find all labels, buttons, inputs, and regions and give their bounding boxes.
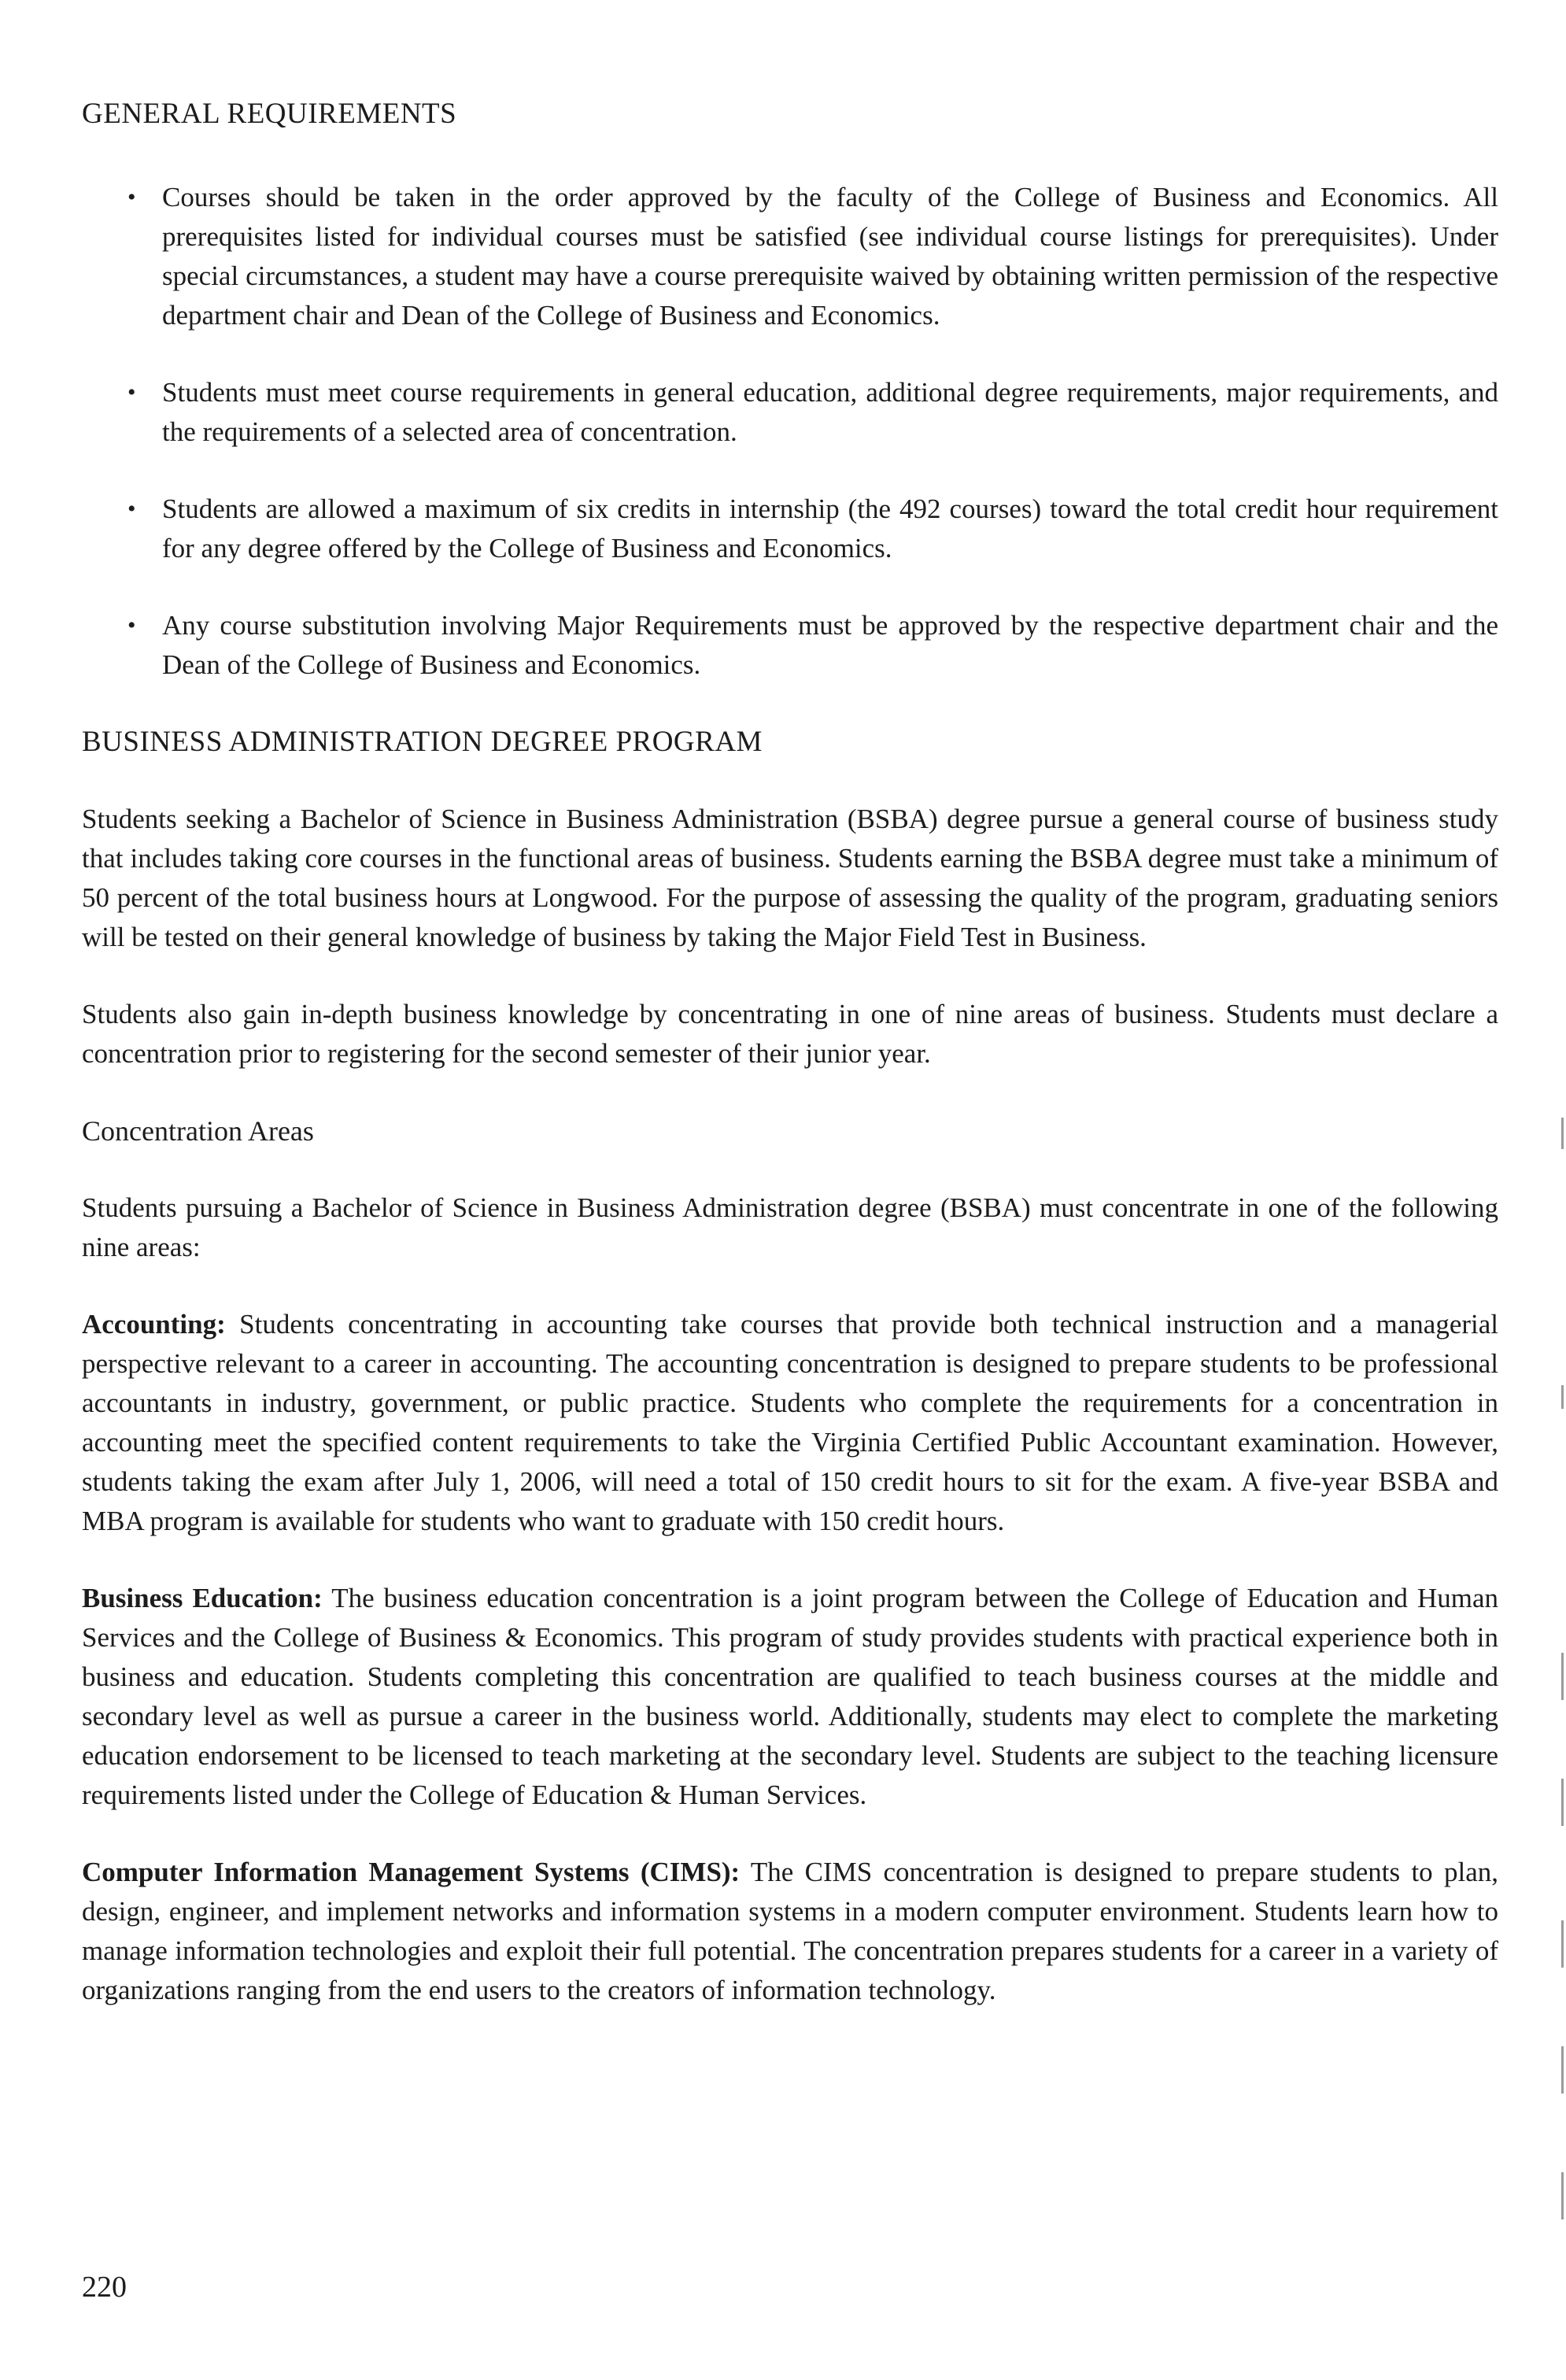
list-item: [82, 606, 1498, 685]
scan-edge-mark: [1561, 1653, 1564, 1700]
general-requirements-heading: GENERAL REQUIREMENTS: [82, 98, 457, 130]
list-item-text: Any course substitution involving Major Requirements must be approved by the respective department chair and the Dean of the College of Business and Economics.: [162, 610, 1498, 680]
list-item: [82, 490, 1498, 568]
cims-label: Computer Information Management Systems (CIMS):: [82, 1857, 741, 1887]
scan-edge-mark: [1561, 1920, 1564, 1968]
business-education-paragraph: [82, 1579, 1498, 1815]
cims-paragraph: [82, 1853, 1498, 2010]
business-education-text: The business education concentration is a joint program between the College of Education and Human Services and the College of Business & Economics. This program of study provides students with practical experience both in business and education. Students completing this concentration are qualified to teach business courses at the middle and secondary level as well as pursue a career in the business world. Additionally, students may elect to complete the marketing education endorsement to be licensed to teach marketing at the secondary level. Students are subject to the teaching licensure requirements listed under the College of Education & Human Services.: [82, 1583, 1498, 1810]
scan-edge-mark: [1561, 2046, 1564, 2094]
bullet-icon: •: [127, 379, 136, 405]
bsba-paragraph-2: Students also gain in-depth business knowledge by concentrating in one of nine areas of business. Students must declare a concentration prior to registering for the second semester of their junior year.: [82, 999, 1498, 1069]
bullet-icon: •: [127, 612, 136, 638]
page-number: 220: [82, 2271, 127, 2304]
accounting-text: Students concentrating in accounting take courses that provide both technical instruction and a managerial perspective relevant to a career in accounting. The accounting concentration is designed to prepare students to be professional accountants in industry, government, or public practice. Students who complete the requirements for a concentration in accounting meet the specified content requirements to take the Virginia Certified Public Accountant examination. However, students taking the exam after July 1, 2006, will need a total of 150 credit hours to sit for the exam. A five-year BSBA and MBA program is available for students who want to graduate with 150 credit hours.: [82, 1309, 1499, 1536]
list-item-text: Courses should be taken in the order approved by the faculty of the College of Business and Economics. All prerequisites listed for individual courses must be satisfied (see individual course listings for prerequisites). Under special circumstances, a student may have a course prerequisite waived by obtaining written permission of the respective department chair and Dean of the College of Business and Economics.: [162, 182, 1498, 331]
cims-text: The CIMS concentration is designed to prepare students to plan, design, engineer, and implement networks and information systems in a modern computer environment. Students learn how to manage information technologies and exploit their full potential. The concentration prepares students for a career in a variety of organizations ranging from the end users to the creators of information technology.: [82, 1857, 1498, 2005]
scan-edge-mark: [1561, 1118, 1564, 1149]
concentration-intro: Students pursuing a Bachelor of Science in Business Administration degree (BSBA) must concentrate in one of the following nine areas:: [82, 1192, 1498, 1262]
page-body: [82, 94, 1498, 2010]
scan-edge-mark: [1561, 1385, 1564, 1409]
list-item: [82, 178, 1498, 335]
business-education-label: Business Education:: [82, 1583, 323, 1613]
scan-edge-mark: [1561, 2172, 1564, 2219]
accounting-paragraph: [82, 1305, 1498, 1541]
list-item-text: Students are allowed a maximum of six credits in internship (the 492 courses) toward the total credit hour requirement for any degree offered by the College of Business and Economics.: [162, 493, 1498, 564]
accounting-label: Accounting:: [82, 1309, 226, 1340]
list-item: [82, 373, 1498, 452]
bsba-heading: BUSINESS ADMINISTRATION DEGREE PROGRAM: [82, 726, 763, 758]
bullet-icon: •: [127, 184, 136, 210]
bullet-icon: •: [127, 496, 136, 522]
concentration-areas-heading: Concentration Areas: [82, 1115, 314, 1147]
list-item-text: Students must meet course requirements in general education, additional degree requirements, major requirements, and the requirements of a selected area of concentration.: [162, 377, 1498, 447]
bsba-paragraph-1: Students seeking a Bachelor of Science in Business Administration (BSBA) degree pursue a general course of business study that includes taking core courses in the functional areas of business. Students earning the BSBA degree must take a minimum of 50 percent of the total business hours at Longwood. For the purpose of assessing the quality of the program, graduating seniors will be tested on their general knowledge of business by taking the Major Field Test in Business.: [82, 804, 1498, 952]
requirements-list: [82, 178, 1498, 685]
scan-edge-mark: [1561, 1779, 1564, 1826]
